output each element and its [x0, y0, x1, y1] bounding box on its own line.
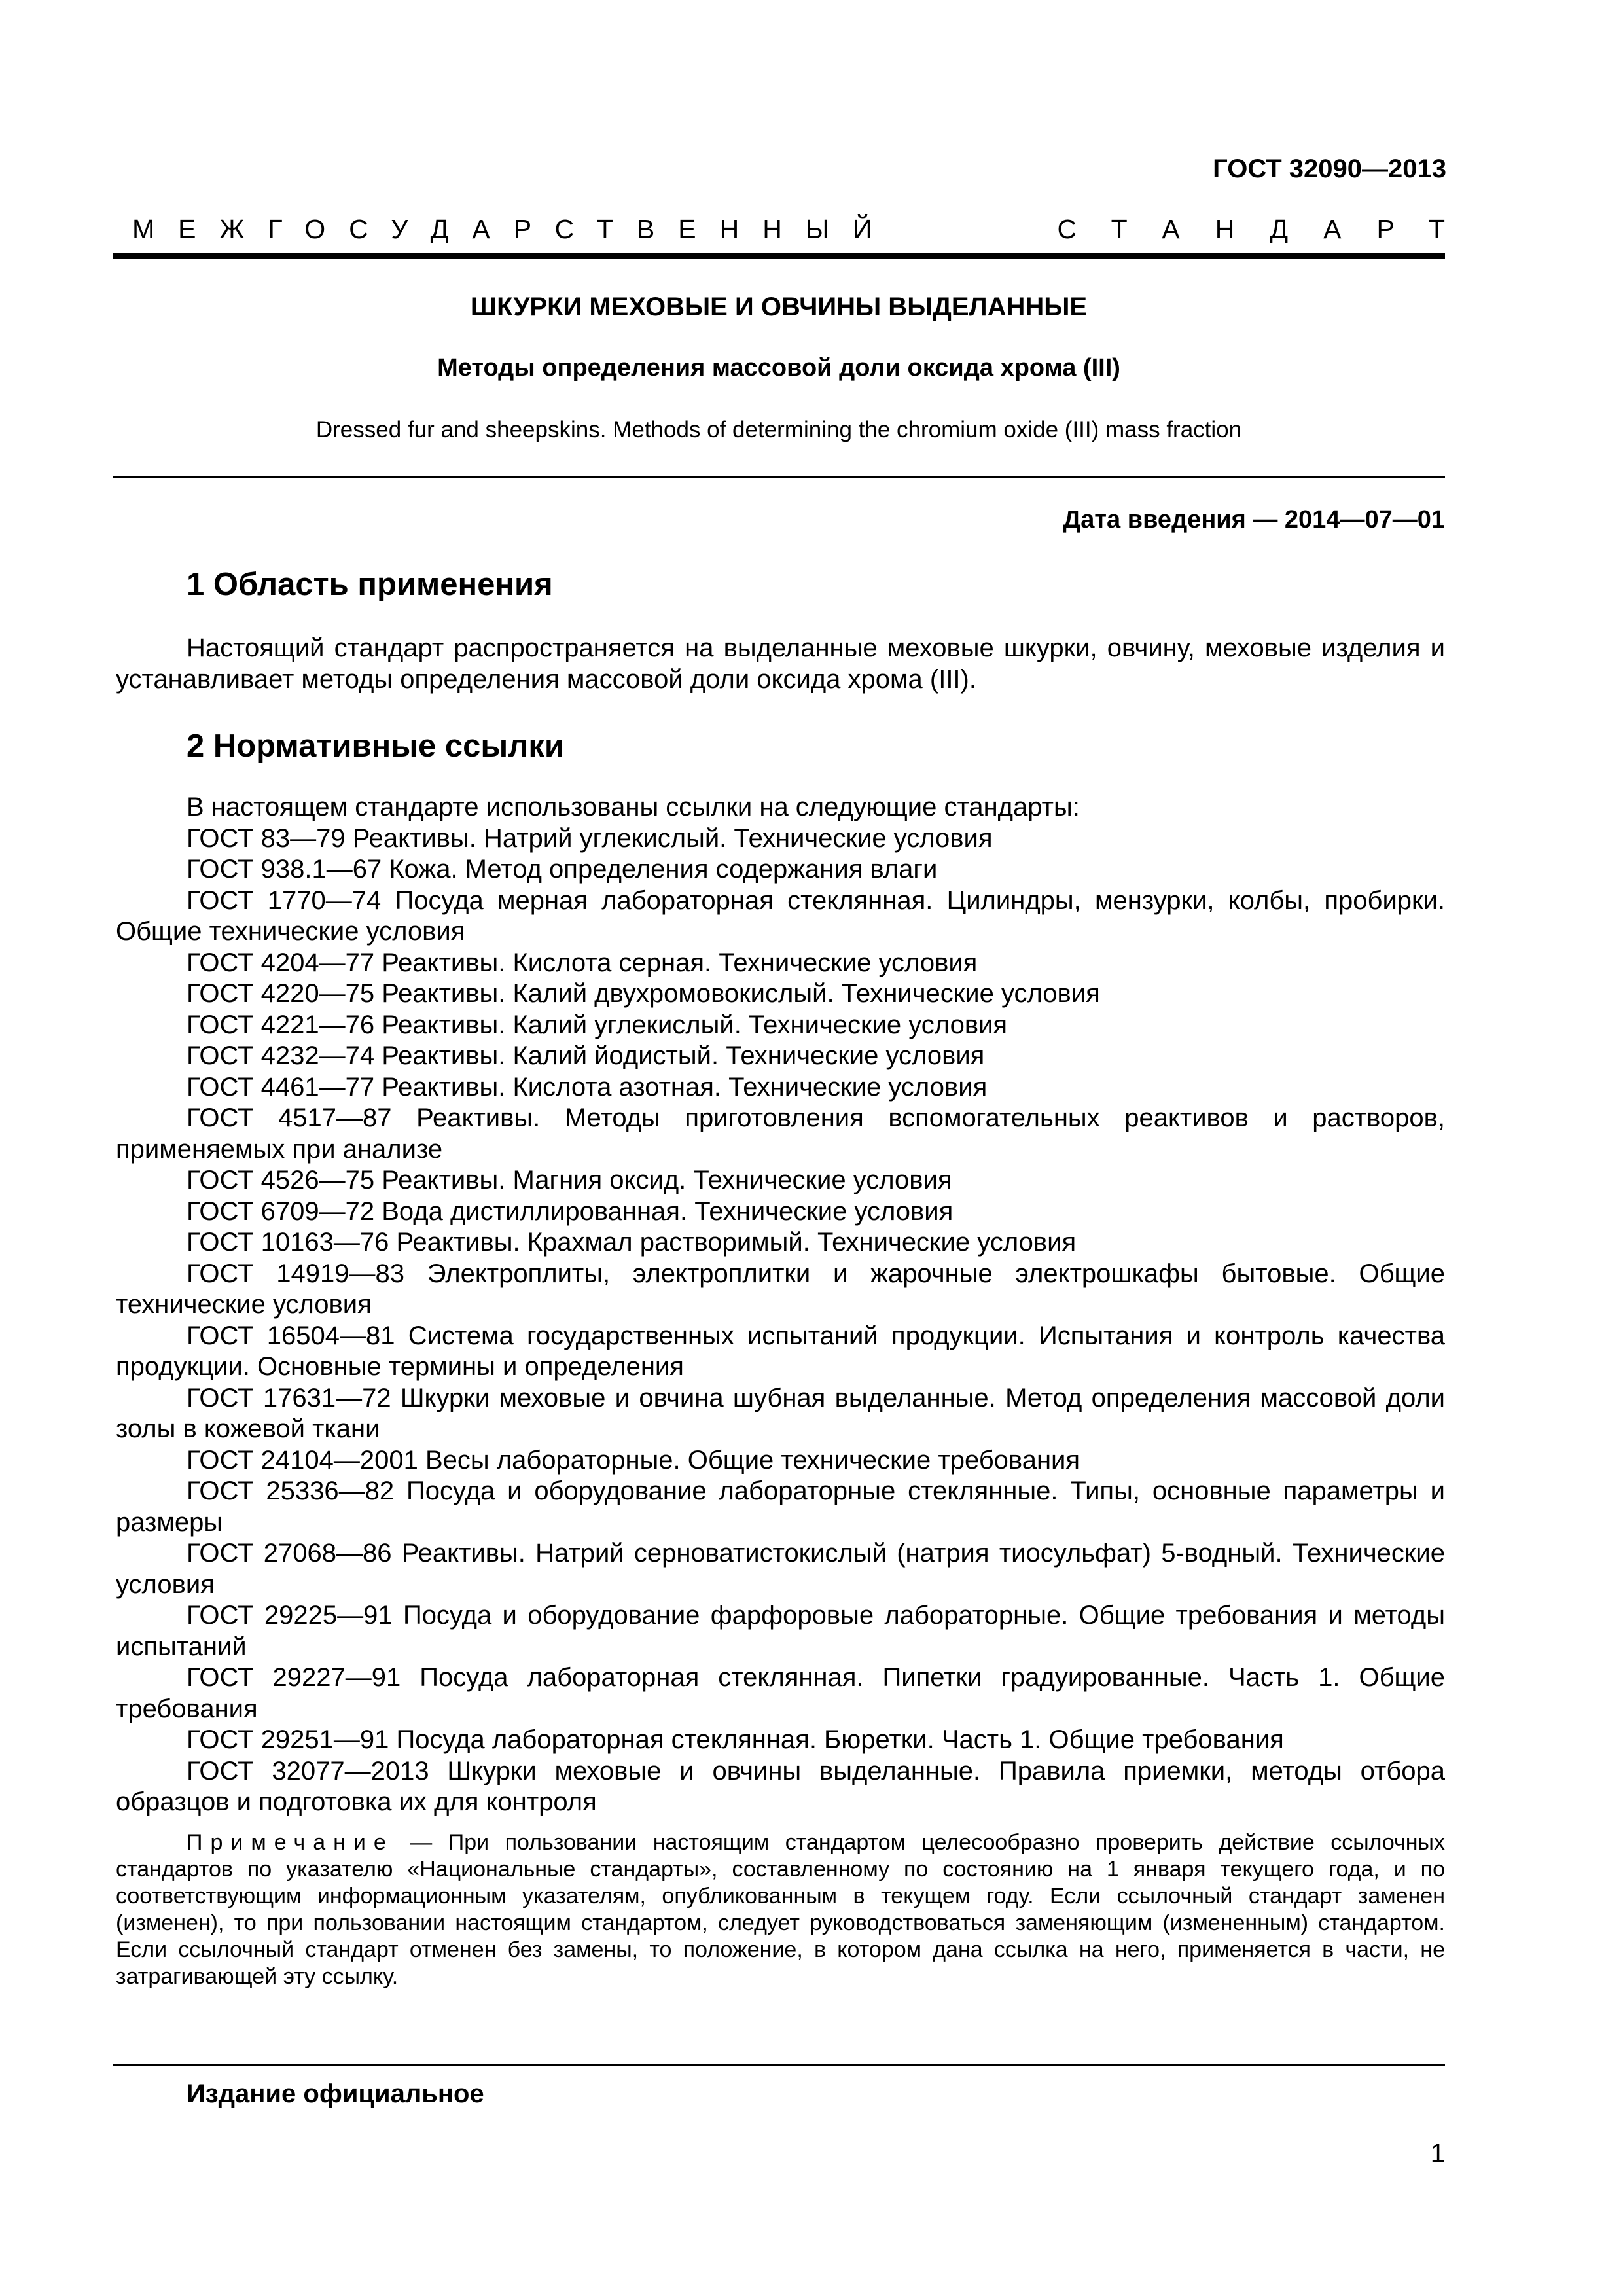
reference-item: ГОСТ 4232—74 Реактивы. Калий йодистый. Технические условия [187, 1041, 985, 1070]
reference-item: ГОСТ 29251—91 Посуда лабораторная стеклянная. Бюретки. Часть 1. Общие требования [187, 1725, 1284, 1754]
footer-rule [113, 2064, 1445, 2066]
reference-item: ГОСТ 4461—77 Реактивы. Кислота азотная. Технические условия [187, 1072, 988, 1102]
references-intro: В настоящем стандарте использованы ссылки на следующие стандарты: [187, 793, 1080, 821]
reference-item: ГОСТ 4526—75 Реактивы. Магния оксид. Технические условия [187, 1166, 952, 1194]
note-paragraph [116, 1829, 1445, 1990]
reference-item: ГОСТ 4517—87 Реактивы. Методы приготовления вспомогательных реактивов и растворов, применяемых при анализе [116, 1103, 1445, 1164]
reference-item: ГОСТ 6709—72 Вода дистиллированная. Технические условия [187, 1196, 954, 1226]
reference-item: ГОСТ 27068—86 Реактивы. Натрий серноватистокислый (натрия тиосульфат) 5-водный. Технические условия [116, 1539, 1445, 1599]
standard-category-header [113, 214, 1480, 247]
title-rule [113, 476, 1445, 478]
document-title: ШКУРКИ МЕХОВЫЕ И ОВЧИНЫ ВЫДЕЛАННЫЕ [470, 293, 1088, 321]
reference-item: ГОСТ 83—79 Реактивы. Натрий углекислый. Технические условия [187, 823, 993, 853]
page-number: 1 [1430, 2139, 1445, 2168]
reference-item: ГОСТ 4204—77 Реактивы. Кислота серная. Технические условия [187, 948, 978, 977]
section-1-heading: 1 Область применения [187, 567, 553, 602]
note-text: — При пользовании настоящим стандартом целесообразно проверить действие ссылочных стандартов по указателю «Национальные стандарты», составленному по состоянию на 1 января текущего года, и по соответствующим информационным указателям, опубликованным в текущем году. Если ссылочный стандарт заменен (изменен), то при пользовании настоящим стандартом, следует руководствоваться заменяющим (измененным) стандартом. Если ссылочный стандарт отменен без замены, то положение, в котором дана ссылка на него, применяется в части, не затрагивающей эту ссылку. [116, 1830, 1445, 1989]
edition-label: Издание официальное [187, 2079, 484, 2108]
reference-item: ГОСТ 938.1—67 Кожа. Метод определения содержания влаги [187, 855, 938, 884]
document-subtitle: Методы определения массовой доли оксида хрома (III) [437, 354, 1120, 382]
reference-item: ГОСТ 29225—91 Посуда и оборудование фарфоровые лабораторные. Общие требования и методы испытаний [116, 1601, 1445, 1661]
reference-item: ГОСТ 4220—75 Реактивы. Калий двухромовокислый. Технические условия [187, 979, 1100, 1008]
reference-item: ГОСТ 1770—74 Посуда мерная лабораторная стеклянная. Цилиндры, мензурки, колбы, пробирки. Общие технические условия [116, 886, 1445, 946]
reference-item: ГОСТ 14919—83 Электроплиты, электроплитки и жарочные электрошкафы бытовые. Общие технические условия [116, 1259, 1445, 1319]
header-rule [113, 253, 1445, 259]
reference-item: ГОСТ 4221—76 Реактивы. Калий углекислый. Технические условия [187, 1010, 1008, 1039]
introduction-date: Дата введения — 2014—07—01 [1063, 506, 1445, 533]
document-title-english: Dressed fur and sheepskins. Methods of determining the chromium oxide (III) mass fraction [315, 417, 1242, 442]
reference-item: ГОСТ 10163—76 Реактивы. Крахмал растворимый. Технические условия [187, 1228, 1077, 1257]
reference-item: ГОСТ 17631—72 Шкурки меховые и овчина шубная выделанные. Метод определения массовой доли золы в кожевой ткани [116, 1383, 1445, 1443]
reference-item: ГОСТ 16504—81 Система государственных испытаний продукции. Испытания и контроль качества продукции. Основные термины и определения [116, 1321, 1445, 1381]
reference-item: ГОСТ 24104—2001 Весы лабораторные. Общие технические требования [187, 1445, 1080, 1475]
category-label-standard: СТАНДАРТ [1057, 214, 1480, 244]
document-number: ГОСТ 32090—2013 [1213, 154, 1446, 183]
section-2-heading: 2 Нормативные ссылки [187, 728, 564, 764]
reference-item: ГОСТ 32077—2013 Шкурки меховые и овчины выделанные. Правила приемки, методы отбора образцов и подготовка их для контроля [116, 1756, 1445, 1816]
section-1-paragraph: Настоящий стандарт распространяется на выделанные меховые шкурки, овчину, меховые изделия и устанавливает методы определения массовой доли оксида хрома (III). [116, 634, 1445, 694]
normative-references-list [116, 792, 1445, 1818]
note-label: Примечание [187, 1830, 394, 1855]
category-label-interstate: МЕЖГОСУДАРСТВЕННЫЙ [132, 214, 896, 244]
reference-item: ГОСТ 29227—91 Посуда лабораторная стеклянная. Пипетки градуированные. Часть 1. Общие требования [116, 1663, 1445, 1723]
reference-item: ГОСТ 25336—82 Посуда и оборудование лабораторные стеклянные. Типы, основные параметры и размеры [116, 1477, 1445, 1537]
